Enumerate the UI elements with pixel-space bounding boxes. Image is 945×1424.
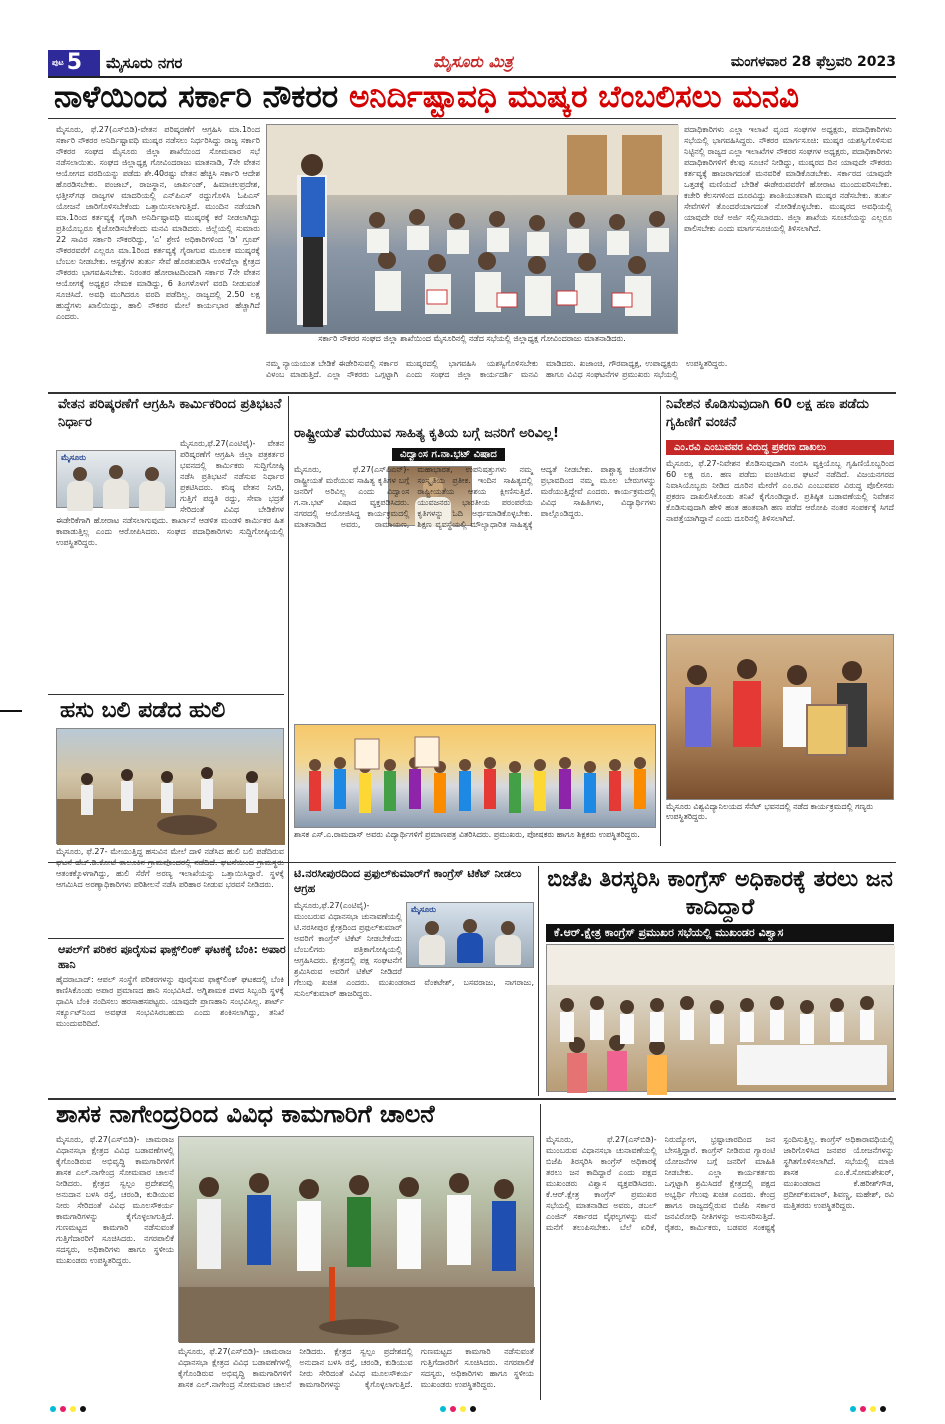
literature-photo-caption: ಶಾಸಕ ಎಸ್.ಎ.ರಾಮದಾಸ್ ಅವರು ವಿದ್ಯಾರ್ಥಿಗಳಿಗೆ ಪ್ರಮಾಣಪತ್ರ ವಿತರಿಸಿದರು. ಪ್ರಮುಖರು, ಪೋಷಕರು ಹಾಗೂ ಶಿಕ್ಷಕರು ಉಪಸ್ಥಿತರಿದ್ದರು. — [294, 830, 894, 860]
black-dot-icon — [80, 1406, 86, 1412]
plot-subhead: ಎಂ.ರವಿ ಎಂಬುವವರ ವಿರುದ್ಧ ಪ್ರಕರಣ ದಾಖಲು — [666, 440, 894, 455]
salary-body-text: ಮೈಸೂರು,ಫೆ.27(ಎಂಟಿವೈ)- ವೇತನ ಪರಿಷ್ಕರಣೆಗೆ ಆಗ್ರಹಿಸಿ ಜಿಲ್ಲಾ ಪತ್ರಕರ್ತರ ಭವನದಲ್ಲಿ ಕಾರ್ಮಿಕರು ಸುದ್ದಿಗೋಷ್ಠಿ ನಡೆಸಿ ಪ್ರತಿಭಟನೆ ನಡೆಸುವ ನಿರ್ಧಾರ ಪ್ರಕಟಿಸಿದರು. ಕನಿಷ್ಠ ವೇತನ ನಿಗದಿ, ಗುತ್ತಿಗೆ ಪದ್ಧತಿ ರದ್ದು, ಸೇವಾ ಭದ್ರತೆ ಸೇರಿದಂತೆ ವಿವಿಧ ಬೇಡಿಕೆಗಳ ಈಡೇರಿಕೆಗಾಗಿ ಹೋರಾಟ ನಡೆಸಲಾಗುವುದು. ಕಾರ್ಖಾನೆ ಆಡಳಿತ ಮಂಡಳಿ ಕಾರ್ಮಿಕರ ಹಿತ ಕಾಪಾಡುತ್ತಿಲ್ಲ ಎಂದು ಆರೋಪಿಸಿದರು. ಸಂಘದ ಪದಾಧಿಕಾರಿಗಳು ಸುದ್ದಿಗೋಷ್ಠಿಯಲ್ಲಿ ಉಪಸ್ಥಿತರಿದ್ದರು. — [56, 439, 284, 547]
divider — [48, 694, 284, 695]
magenta-dot-icon — [60, 1406, 66, 1412]
mla-body: ಮೈಸೂರು, ಫೆ.27(ಎಸ್‌ಬಿಡಿ)- ಚಾಮರಾಜ ವಿಧಾನಸಭಾ ಕ್ಷೇತ್ರದ ವಿವಿಧ ಬಡಾವಣೆಗಳಲ್ಲಿ ಕೈಗೊಂಡಿರುವ ಅಭಿವೃದ್ಧಿ ಕಾಮಗಾರಿಗಳಿಗೆ ಶಾಸಕ ಎಲ್.ನಾಗೇಂದ್ರ ಸೋಮವಾರ ಚಾಲನೆ ನೀಡಿದರು. ಕ್ಷೇತ್ರದ ಸ್ವಲ್ಪಂ ಪ್ರದೇಶದಲ್ಲಿ ಅನುದಾನ ಬಳಸಿ ರಸ್ತೆ, ಚರಂಡಿ, ಕುಡಿಯುವ ನೀರು ಸೇರಿದಂತೆ ವಿವಿಧ ಮೂಲಸೌಕರ್ಯ ಕಾಮಗಾರಿಗಳನ್ನು ಕೈಗೊಳ್ಳಲಾಗುತ್ತಿದೆ. ಗುಣಮಟ್ಟದ ಕಾಮಗಾರಿ ನಡೆಸುವಂತೆ ಗುತ್ತಿಗೆದಾರರಿಗೆ ಸೂಚಿಸಿದರು. ನಗರಪಾಲಿಕೆ ಸದಸ್ಯರು, ಅಧಿಕಾರಿಗಳು ಹಾಗೂ ಸ್ಥಳೀಯ ಮುಖಂಡರು ಉಪಸ್ಥಿತರಿದ್ದರು. — [56, 1135, 174, 1265]
lead-photo-caption: ಸರ್ಕಾರಿ ನೌಕರರ ಸಂಘದ ಜಿಲ್ಲಾ ಶಾಖೆಯಿಂದ ಮೈಸೂರಿನಲ್ಲಿ ನಡೆದ ಸಭೆಯಲ್ಲಿ ಜಿಲ್ಲಾಧ್ಯಕ್ಷ ಗೋವಿಂದರಾಜು ಮಾತನಾಡಿದರು. — [266, 334, 678, 356]
mla-body-bottom — [178, 1346, 534, 1400]
ceremony-photo-illustration — [667, 635, 895, 801]
prafulla-headline: ಟಿ.ನರಸೀಪುರದಿಂದ ಪ್ರಫುಲ್‌ಕುಮಾರ್‌ಗೆ ಕಾಂಗ್ರೆಸ್ ಟಿಕೆಟ್ ನೀಡಲು ಆಗ್ರಹ — [294, 867, 522, 895]
mla-headline: ಶಾಸಕ ನಾಗೇಂದ್ರರಿಂದ ವಿವಿಧ ಕಾಮಗಾರಿಗೆ ಚಾಲನೆ — [56, 1100, 435, 1128]
lead-body-left: ಮೈಸೂರು, ಫೆ.27(ಎಸ್‌ಬಿಡಿ)-ವೇತನ ಪರಿಷ್ಕರಣೆಗೆ ಆಗ್ರಹಿಸಿ ಮಾ.1ರಿಂದ ಸರ್ಕಾರಿ ನೌಕರರ ಅನಿರ್ದಿಷ್ಟಾವಧಿ ಮುಷ್ಕರ ನಡೆಸಲು ನಿರ್ಧರಿಸಿದ್ದು ರಾಜ್ಯ ಸರ್ಕಾರಿ ನೌಕರರ ಸಂಘದ ಮೈಸೂರು ಜಿಲ್ಲಾ ಶಾಖೆಯಿಂದ ಸೋಮವಾರ ಸಭೆ ನಡೆಸಲಾಯಿತು. ಸಂಘದ ಜಿಲ್ಲಾಧ್ಯಕ್ಷ ಗೋವಿಂದರಾಜು ಮಾತನಾಡಿ, 7ನೇ ವೇತನ ಆಯೋಗದ ವರದಿಯನ್ನು ಪಡೆದು ಶೇ.40ರಷ್ಟು ವೇತನ ಹೆಚ್ಚಿಸಿ ಸರ್ಕಾರಿ ಆದೇಶ ಹೊರಡಿಸಬೇಕು. ಪಂಜಾಬ್, ರಾಜಸ್ಥಾನ, ಜಾರ್ಖಂಡ್, ಹಿಮಾಚಲಪ್ರದೇಶ, ಛತ್ತೀಸ್‌ಗಢ ರಾಜ್ಯಗಳ ಮಾದರಿಯಲ್ಲಿ ಎನ್‌ಪಿಎಸ್ ರದ್ದುಗೊಳಿಸಿ ಓಪಿಎಸ್ ಯೋಜನೆ ಜಾರಿಗೊಳಿಸಬೇಕೆಂದು ಒತ್ತಾಯಿಸಲಾಗುತ್ತಿದೆ. ಮುಂದಿನ ನಡೆಯಾಗಿ ಮಾ.1ರಿಂದ ಕರ್ತವ್ಯಕ್ಕೆ ಗೈರಾಗಿ ಅನಿರ್ದಿಷ್ಟಾವಧಿ ಮುಷ್ಕರಕ್ಕೆ ಕರೆ ನೀಡಲಾಗಿದ್ದು ಪ್ರತಿಯೊಬ್ಬರೂ ಕೈಜೋಡಿಸಬೇಕೆಂದು ಮನವಿ ಮಾಡಿದರು. ಜಿಲ್ಲೆಯಲ್ಲಿ ಸುಮಾರು 22 ಸಾವಿರ ಸರ್ಕಾರಿ ನೌಕರರಿದ್ದು, 'ಎ' ಶ್ರೇಣಿ ಅಧಿಕಾರಿಗಳಿಂದ 'ಡಿ' ಗ್ರೂಪ್ ನೌಕರರವರೆಗೆ ಎಲ್ಲರೂ ಮಾ.1ರಿಂದ ಕರ್ತವ್ಯಕ್ಕೆ ಗೈರಾಗುವ ಮೂಲಕ ಮುಷ್ಕರಕ್ಕೆ ಬೆಂಬಲ ನೀಡಬೇಕು. ಆಸ್ಪತ್ರೆಗಳ ತುರ್ತು ಸೇವೆ ಹೊರತುಪಡಿಸಿ ಉಳಿದೆಲ್ಲಾ ಕ್ಷೇತ್ರದ ನೌಕರರು ಭಾಗವಹಿಸಬೇಕು. ನಿರಂತರ ಹೋರಾಟದಿಂದಾಗಿ ಸರ್ಕಾರ 7ನೇ ವೇತನ ಆಯೋಗಕ್ಕೆ ಅಧ್ಯಕ್ಷರ ನೇಮಕ ಮಾಡಿದ್ದು, 6 ತಿಂಗಳೊಳಗೆ ವರದಿ ನೀಡುವಂತೆ ಸೂಚಿಸಿದೆ. ಅವಧಿ ಮುಗಿದರೂ ವರದಿ ಪಡೆದಿಲ್ಲ. ರಾಜ್ಯದಲ್ಲಿ 2.50 ಲಕ್ಷ ಹುದ್ದೆಗಳು ಖಾಲಿಯಿದ್ದು, ಹಾಲಿ ನೌಕರರ ಮೇಲೆ ಕಾರ್ಯಭಾರ ಹೆಚ್ಚಾಗಿದೆ ಎಂದರು. — [56, 125, 260, 321]
lead-photo — [266, 124, 678, 334]
prafulla-photo-label: ಮೈಸೂರು — [411, 905, 436, 914]
lead-body-right: ಪದಾಧಿಕಾರಿಗಳು ಎಲ್ಲಾ ಇಲಾಖೆ ವೃಂದ ಸಂಘಗಳ ಅಧ್ಯಕ್ಷರು, ಪದಾಧಿಕಾರಿಗಳು ಸಭೆಯಲ್ಲಿ ಭಾಗವಹಿಸಿದ್ದರು. ನೌಕರರ ಮಾರ್ಗಸೂಚಿ: ಮುಷ್ಕರ ಯಶಸ್ವಿಗೊಳಿಸುವ ನಿಟ್ಟಿನಲ್ಲಿ ರಾಜ್ಯದ ಎಲ್ಲಾ ಇಲಾಖೆಗಳ ನೌಕರರ ಸಂಘಗಳ ಅಧ್ಯಕ್ಷರು, ಪದಾಧಿಕಾರಿಗಳು ಪದಾಧಿಕಾರಿಗಳಿಗೆ ಕೆಲವು ಸೂಚನೆ ನೀಡಿದ್ದು, ಮುಷ್ಕರದ ದಿನ ಯಾವುದೇ ನೌಕರರು ಕರ್ತವ್ಯಕ್ಕೆ ಹಾಜರಾಗದಂತೆ ಮನವರಿಕೆ ಮಾಡಿಕೊಡಬೇಕು. ಸರ್ಕಾರದ ಯಾವುದೇ ಒತ್ತಡಕ್ಕೆ ಮಣಿಯದೆ ಬೇಡಿಕೆ ಈಡೇರುವವರೆಗೆ ಹೋರಾಟ ಮುಂದುವರಿಸಬೇಕು. ಕಚೇರಿ ಕೆಲಸಗಳಿಂದ ದೂರವಿದ್ದು ಶಾಂತಿಯುತವಾಗಿ ಮುಷ್ಕರ ನಡೆಸಬೇಕು. ತುರ್ತು ಸೇವೆಗಳಿಗೆ ತೊಂದರೆಯಾಗದಂತೆ ನೋಡಿಕೊಳ್ಳಬೇಕು. ಮುಷ್ಕರದ ಅವಧಿಯಲ್ಲಿ ಯಾವುದೇ ರಜೆ ಅರ್ಜಿ ಸಲ್ಲಿಸಬಾರದು. ಜಿಲ್ಲಾ ಶಾಖೆಯ ಸೂಚನೆಯನ್ನು ಎಲ್ಲರೂ ಪಾಲಿಸಬೇಕು ಎಂದು ಮಾರ್ಗಸೂಚಿಯಲ್ಲಿ ತಿಳಿಸಲಾಗಿದೆ. — [684, 125, 892, 233]
congress-headline: ಬಿಜೆಪಿ ತಿರಸ್ಕರಿಸಿ ಕಾಂಗ್ರೆಸ್ ಅಧಿಕಾರಕ್ಕೆ ತರಲು ಜನ ಕಾದಿದ್ದಾರೆ — [547, 867, 893, 920]
cyan-dot-icon — [850, 1406, 856, 1412]
field-photo-illustration — [57, 729, 285, 845]
divider — [48, 862, 896, 863]
plot-photo-caption: ಮೈಸೂರು ವಿಶ್ವವಿದ್ಯಾನಿಲಯದ ಸೆನೆಟ್ ಭವನದಲ್ಲಿ ನಡೆದ ಕಾರ್ಯಕ್ರಮದಲ್ಲಿ ಗಣ್ಯರು ಉಪಸ್ಥಿತರಿದ್ದರು. — [666, 802, 894, 846]
lead-headline — [54, 80, 894, 114]
congress-photo — [546, 944, 894, 1092]
yellow-dot-icon — [460, 1406, 466, 1412]
salary-headline: ವೇತನ ಪರಿಷ್ಕರಣೆಗೆ ಆಗ್ರಹಿಸಿ ಕಾರ್ಮಿಕರಿಂದ ಪ್ರತಿಭಟನೆ ನಿರ್ಧಾರ — [58, 397, 282, 430]
tiger-headline: ಹಸು ಬಲಿ ಪಡೆದ ಹುಲಿ — [60, 698, 226, 723]
tiger-body: ಮೈಸೂರು, ಫೆ.27- ಮೇಯುತ್ತಿದ್ದ ಹಸುವಿನ ಮೇಲೆ ದಾಳಿ ನಡೆಸಿದ ಹುಲಿ ಬಲಿ ಪಡೆದಿರುವ ಆತಂಕಕ್ಕೊಳಗಾಗಿದ್ದು, ಹುಲಿ ಸೆರೆಗೆ ಅರಣ್ಯ ಇಲಾಖೆಯನ್ನು ಒತ್ತಾಯಿಸಿದ್ದಾರೆ. ಸ್ಥಳಕ್ಕೆ ಆಗಮಿಸಿದ ಅರಣ್ಯಾಧಿಕಾರಿಗಳು ಪರಿಶೀಲನೆ ನಡೆಸಿ ಪರಿಹಾರ ನೀಡುವ ಭರವಸೆ ನೀಡಿದರು. — [56, 847, 284, 889]
issue-date: ಮಂಗಳವಾರ 28 ಫೆಬ್ರವರಿ 2023 — [730, 54, 896, 70]
plot-body: ಮೈಸೂರು, ಫೆ.27-ನಿವೇಶನ ಕೊಡಿಸುವುದಾಗಿ ನಂಬಿಸಿ ವ್ಯಕ್ತಿಯೊಬ್ಬ ಗೃಹಿಣಿಯೊಬ್ಬರಿಂದ 60 ಲಕ್ಷ ರೂ. ಹಣ ಪಡೆದು ವಂಚಿಸಿರುವ ಘಟನೆ ನಡೆದಿದೆ. ವಿಜಯನಗರದ ನಿವಾಸಿಯೊಬ್ಬರು ನೀಡಿದ ದೂರಿನ ಮೇರೆಗೆ ಎಂ.ರವಿ ಎಂಬುವವರ ವಿರುದ್ಧ ಪೊಲೀಸರು ಪ್ರಕರಣ ದಾಖಲಿಸಿಕೊಂಡು ತನಿಖೆ ಕೈಗೊಂಡಿದ್ದಾರೆ. ಪ್ರತಿಷ್ಠಿತ ಬಡಾವಣೆಯಲ್ಲಿ ನಿವೇಶನ ಕೊಡಿಸುವುದಾಗಿ ಹೇಳಿ ಹಂತ ಹಂತವಾಗಿ ಹಣ ಪಡೆದ ಆರೋಪಿ ನಂತರ ಸಂಪರ್ಕಕ್ಕೆ ಸಿಗದೆ ನಾಪತ್ತೆಯಾಗಿದ್ದಾನೆ ಎಂದು ದೂರಿನಲ್ಲಿ ತಿಳಿಸಲಾಗಿದೆ. — [666, 459, 894, 523]
plot-photo — [666, 634, 894, 800]
mla-body-bottom-text: ಮೈಸೂರು, ಫೆ.27(ಎಸ್‌ಬಿಡಿ)- ಚಾಮರಾಜ ವಿಧಾನಸಭಾ ಕ್ಷೇತ್ರದ ವಿವಿಧ ಬಡಾವಣೆಗಳಲ್ಲಿ ಕೈಗೊಂಡಿರುವ ಅಭಿವೃದ್ಧಿ ಕಾಮಗಾರಿಗಳಿಗೆ ಶಾಸಕ ಎಲ್.ನಾಗೇಂದ್ರ ಸೋಮವಾರ ಚಾಲನೆ ನೀಡಿದರು. ಕ್ಷೇತ್ರದ ಸ್ವಲ್ಪಂ ಪ್ರದೇಶದಲ್ಲಿ ಅನುದಾನ ಬಳಸಿ ರಸ್ತೆ, ಚರಂಡಿ, ಕುಡಿಯುವ ನೀರು ಸೇರಿದಂತೆ ವಿವಿಧ ಮೂಲಸೌಕರ್ಯ ಕಾಮಗಾರಿಗಳನ್ನು ಕೈಗೊಳ್ಳಲಾಗುತ್ತಿದೆ. ಗುಣಮಟ್ಟದ ಕಾಮಗಾರಿ ನಡೆಸುವಂತೆ ಗುತ್ತಿಗೆದಾರರಿಗೆ ಸೂಚಿಸಿದರು. ನಗರಪಾಲಿಕೆ ಸದಸ್ಯರು, ಅಧಿಕಾರಿಗಳು ಹಾಗೂ ಸ್ಥಳೀಯ ಮುಖಂಡರು ಉಪಸ್ಥಿತರಿದ್ದರು. — [178, 1347, 534, 1389]
literature-byline: ವಿದ್ವಾಂಸ ಗ.ನಾ.ಭಟ್ ವಿಷಾದ — [392, 448, 505, 461]
plot-headline: ನಿವೇಶನ ಕೊಡಿಸುವುದಾಗಿ 60 ಲಕ್ಷ ಹಣ ಪಡೆದು ಗೃಹಿಣಿಗೆ ವಂಚನೆ — [666, 397, 869, 430]
margin-tick — [0, 710, 22, 712]
salary-photo-label: ಮೈಸೂರು — [61, 453, 86, 462]
black-dot-icon — [470, 1406, 476, 1412]
section-name: ಮೈಸೂರು ನಗರ — [106, 54, 183, 72]
newspaper-brand: ಮೈಸೂರು ಮಿತ್ರ — [433, 52, 513, 71]
divider — [48, 118, 896, 119]
apple-headline: ಆಪಲ್‌ಗೆ ಪರಿಕರ ಪೂರೈಸುವ ಫಾಕ್ಸ್‌ಲಿಂಕ್ ಘಟಕಕ್ಕೆ ಬೆಂಕಿ: ಅಪಾರ ಹಾನಿ — [58, 943, 286, 971]
cyan-dot-icon — [50, 1406, 56, 1412]
prafulla-body — [294, 900, 534, 1096]
divider — [288, 396, 289, 986]
mla-photo — [178, 1136, 534, 1342]
magenta-dot-icon — [450, 1406, 456, 1412]
meeting-hall-illustration — [547, 945, 895, 1093]
lead-headline-red: ಅನಿರ್ದಿಷ್ಟಾವಧಿ ಮುಷ್ಕರ ಬೆಂಬಲಿಸಲು ಮನವಿ — [348, 79, 800, 115]
masthead — [48, 48, 896, 78]
congress-body: ಮೈಸೂರು, ಫೆ.27(ಎಸ್‌ಬಿಡಿ)- ಮುಂಬರುವ ವಿಧಾನಸಭಾ ಚುನಾವಣೆಯಲ್ಲಿ ಬಿಜೆಪಿ ತಿರಸ್ಕರಿಸಿ ಕಾಂಗ್ರೆಸ್ ಅಧಿಕಾರಕ್ಕೆ ತರಲು ಜನ ಕಾದಿದ್ದಾರೆ ಎಂದು ಪಕ್ಷದ ಮುಖಂಡರು ವಿಶ್ವಾಸ ವ್ಯಕ್ತಪಡಿಸಿದರು. ಕೆ.ಆರ್.ಕ್ಷೇತ್ರ ಕಾಂಗ್ರೆಸ್ ಪ್ರಮುಖರ ಸಭೆಯಲ್ಲಿ ಮಾತನಾಡಿದ ಅವರು, ಡಬಲ್ ಎಂಜಿನ್ ಸರ್ಕಾರದ ವೈಫಲ್ಯಗಳನ್ನು ಮನೆ ಮನೆಗೆ ತಲುಪಿಸಬೇಕು. ಬೆಲೆ ಏರಿಕೆ, ನಿರುದ್ಯೋಗ, ಭ್ರಷ್ಟಾಚಾರದಿಂದ ಜನ ಬೇಸತ್ತಿದ್ದಾರೆ. ಕಾಂಗ್ರೆಸ್ ನೀಡಿರುವ ಗ್ಯಾರಂಟಿ ಯೋಜನೆಗಳ ಬಗ್ಗೆ ಜನರಿಗೆ ಮಾಹಿತಿ ನೀಡಬೇಕು. ಎಲ್ಲಾ ಕಾರ್ಯಕರ್ತರು ಒಗ್ಗಟ್ಟಾಗಿ ಶ್ರಮಿಸಿದರೆ ಕ್ಷೇತ್ರದಲ್ಲಿ ಪಕ್ಷದ ಅಭ್ಯರ್ಥಿ ಗೆಲುವು ಖಚಿತ ಎಂದರು. ಕೇಂದ್ರ ಹಾಗೂ ರಾಜ್ಯದಲ್ಲಿರುವ ಬಿಜೆಪಿ ಸರ್ಕಾರ ಜನವಿರೋಧಿ ನೀತಿಗಳನ್ನು ಅನುಸರಿಸುತ್ತಿದೆ. ರೈತರು, ಕಾರ್ಮಿಕರು, ಬಡವರ ಸಂಕಷ್ಟಕ್ಕೆ ಸ್ಪಂದಿಸುತ್ತಿಲ್ಲ. ಕಾಂಗ್ರೆಸ್ ಅಧಿಕಾರಾವಧಿಯಲ್ಲಿ ಜಾರಿಗೊಳಿಸಿದ ಜನಪರ ಯೋಜನೆಗಳನ್ನು ಸ್ಥಗಿತಗೊಳಿಸಲಾಗಿದೆ. ಸಭೆಯಲ್ಲಿ ಮಾಜಿ ಶಾಸಕ ಎಂ.ಕೆ.ಸೋಮಶೇಖರ್, ಮುಖಂಡರಾದ ಕೆ.ಹರೀಶ್‌ಗೌಡ, ಪ್ರದೀಪ್‌ಕುಮಾರ್, ಶಿವಣ್ಣ, ಮಹೇಶ್, ರವಿ ಮತ್ತಿತರರು ಉಪಸ್ಥಿತರಿದ್ದರು. — [546, 1135, 894, 1232]
yellow-dot-icon — [870, 1406, 876, 1412]
black-dot-icon — [880, 1406, 886, 1412]
yellow-dot-icon — [70, 1406, 76, 1412]
literature-body: ಮೈಸೂರು, ಫೆ.27(ಎಸ್‌ಪಿಎನ್)- ರಾಷ್ಟ್ರೀಯತೆ ಮರೆಯುವ ಸಾಹಿತ್ಯ ಕೃತಿಗಳ ಬಗ್ಗೆ ಜನರಿಗೆ ಅರಿವಿಲ್ಲ ಎಂದು ವಿದ್ವಾಂಸ ಗ.ನಾ.ಭಟ್ ವಿಷಾದ ವ್ಯಕ್ತಪಡಿಸಿದರು. ನಗರದಲ್ಲಿ ಆಯೋಜಿಸಿದ್ದ ಕಾರ್ಯಕ್ರಮದಲ್ಲಿ ಮಾತನಾಡಿದ ಅವರು, ರಾಮಾಯಣ, ಮಹಾಭಾರತ, ಉಪನಿಷತ್ತುಗಳು ನಮ್ಮ ಸಂಸ್ಕೃತಿಯ ಪ್ರತೀಕ. ಇಂದಿನ ಸಾಹಿತ್ಯದಲ್ಲಿ ರಾಷ್ಟ್ರೀಯತೆಯ ಆಶಯ ಕ್ಷೀಣಿಸುತ್ತಿದೆ. ಯುವಜನರು ಭಾರತೀಯ ಪರಂಪರೆಯ ಕೃತಿಗಳನ್ನು ಓದಿ ಅರ್ಥಮಾಡಿಕೊಳ್ಳಬೇಕು. ಶಿಕ್ಷಣ ವ್ಯವಸ್ಥೆಯಲ್ಲಿ ಮೌಲ್ಯಾಧಾರಿತ ಸಾಹಿತ್ಯಕ್ಕೆ ಆದ್ಯತೆ ನೀಡಬೇಕು. ಪಾಶ್ಚಾತ್ಯ ಚಿಂತನೆಗಳ ಪ್ರಭಾವದಿಂದ ನಮ್ಮ ಮೂಲ ಬೇರುಗಳನ್ನು ಮರೆಯುತ್ತಿದ್ದೇವೆ ಎಂದರು. ಕಾರ್ಯಕ್ರಮದಲ್ಲಿ ವಿವಿಧ ಸಾಹಿತಿಗಳು, ವಿದ್ಯಾರ್ಥಿಗಳು ಪಾಲ್ಗೊಂಡಿದ್ದರು. — [294, 465, 656, 529]
magenta-dot-icon — [860, 1406, 866, 1412]
lead-headline-black: ನಾಳೆಯಿಂದ ಸರ್ಕಾರಿ ನೌಕರರ — [54, 79, 349, 115]
tiger-photo — [56, 728, 284, 844]
lead-body-bottom: ನಮ್ಮ ನ್ಯಾಯಯುತ ಬೇಡಿಕೆ ಈಡೇರಿಸುವಲ್ಲಿ ಸರ್ಕಾರ ವಿಳಂಬ ಮಾಡುತ್ತಿದೆ. ಎಲ್ಲಾ ನೌಕರರು ಒಗ್ಗಟ್ಟಾಗಿ ಮುಷ್ಕರದಲ್ಲಿ ಭಾಗವಹಿಸಿ ಯಶಸ್ವಿಗೊಳಿಸಬೇಕು ಎಂದು ಸಂಘದ ಜಿಲ್ಲಾ ಕಾರ್ಯದರ್ಶಿ ಮನವಿ ಮಾಡಿದರು. ಖಜಾಂಚಿ, ಗೌರವಾಧ್ಯಕ್ಷ, ಉಪಾಧ್ಯಕ್ಷರು ಹಾಗೂ ವಿವಿಧ ಸಂಘಟನೆಗಳ ಪ್ರಮುಖರು ಸಭೆಯಲ್ಲಿ ಉಪಸ್ಥಿತರಿದ್ದರು. — [266, 359, 728, 379]
divider — [48, 938, 284, 939]
registration-marks — [0, 1406, 945, 1418]
group-photo-illustration — [295, 725, 657, 829]
prafulla-body-text: ಮೈಸೂರು,ಫೆ.27(ಎಂಟಿವೈ)- ಮುಂಬರುವ ವಿಧಾನಸಭಾ ಚುನಾವಣೆಯಲ್ಲಿ ಟಿ.ನರಸೀಪುರ ಕ್ಷೇತ್ರದಿಂದ ಪ್ರಫುಲ್‌ಕುಮಾರ್ ಅವರಿಗೆ ಕಾಂಗ್ರೆಸ್ ಟಿಕೆಟ್ ನೀಡಬೇಕೆಂದು ಬೆಂಬಲಿಗರು ಪತ್ರಿಕಾಗೋಷ್ಠಿಯಲ್ಲಿ ಆಗ್ರಹಿಸಿದರು. ಕ್ಷೇತ್ರದಲ್ಲಿ ಪಕ್ಷ ಸಂಘಟನೆಗೆ ಶ್ರಮಿಸಿರುವ ಅವರಿಗೆ ಟಿಕೆಟ್ ನೀಡಿದರೆ ಗೆಲುವು ಖಚಿತ ಎಂದರು. ಮುಖಂಡರಾದ ವೆಂಕಟೇಶ್, ಬಸವರಾಜು, ನಾಗರಾಜು, ಸುನಿಲ್‌ಕುಮಾರ್ ಹಾಜರಿದ್ದರು. — [294, 901, 534, 998]
meeting-photo-illustration — [267, 125, 679, 335]
cyan-dot-icon — [440, 1406, 446, 1412]
apple-body: ಹೈದರಾಬಾದ್: ಆಪಲ್ ಸಂಸ್ಥೆಗೆ ಪರಿಕರಗಳನ್ನು ಪೂರೈಸುವ ಫಾಕ್ಸ್‌ಲಿಂಕ್ ಘಟಕದಲ್ಲಿ ಬೆಂಕಿ ಕಾಣಿಸಿಕೊಂಡು ಅಪಾರ ಪ್ರಮಾಣದ ಹಾನಿ ಸಂಭವಿಸಿದೆ. ಅಗ್ನಿಶಾಮಕ ದಳದ ಸಿಬ್ಬಂದಿ ಸ್ಥಳಕ್ಕೆ ಧಾವಿಸಿ ಬೆಂಕಿ ನಂದಿಸಲು ಹರಸಾಹಸಪಟ್ಟರು. ಯಾವುದೇ ಪ್ರಾಣಹಾನಿ ಸಂಭವಿಸಿಲ್ಲ. ಶಾರ್ಟ್ ಸರ್ಕ್ಯೂಟ್‌ನಿಂದ ಅವಘಡ ಸಂಭವಿಸಿರಬಹುದು ಎಂದು ಶಂಕಿಸಲಾಗಿದ್ದು, ತನಿಖೆ ಮುಂದುವರಿದಿದೆ. — [56, 975, 284, 1028]
divider — [48, 392, 896, 394]
congress-subhead: ಕೆ.ಆರ್.ಕ್ಷೇತ್ರ ಕಾಂಗ್ರೆಸ್ ಪ್ರಮುಖರ ಸಭೆಯಲ್ಲಿ ಮುಖಂಡರ ವಿಶ್ವಾಸ — [546, 924, 894, 942]
float-spacer — [402, 900, 534, 972]
groundbreaking-illustration — [179, 1137, 535, 1343]
divider — [540, 1104, 541, 1400]
page-badge — [48, 50, 100, 76]
divider — [538, 866, 539, 1096]
salary-body — [56, 438, 284, 694]
page-number: 5 — [66, 50, 83, 75]
float-spacer — [56, 438, 180, 510]
literature-photo-group — [294, 724, 656, 828]
divider — [660, 396, 661, 846]
page-label: ಪುಟ — [52, 58, 64, 67]
literature-headline: ರಾಷ್ಟ್ರೀಯತೆ ಮರೆಯುವ ಸಾಹಿತ್ಯ ಕೃತಿಯ ಬಗ್ಗೆ ಜನರಿಗೆ ಅರಿವಿಲ್ಲ! — [294, 426, 559, 441]
